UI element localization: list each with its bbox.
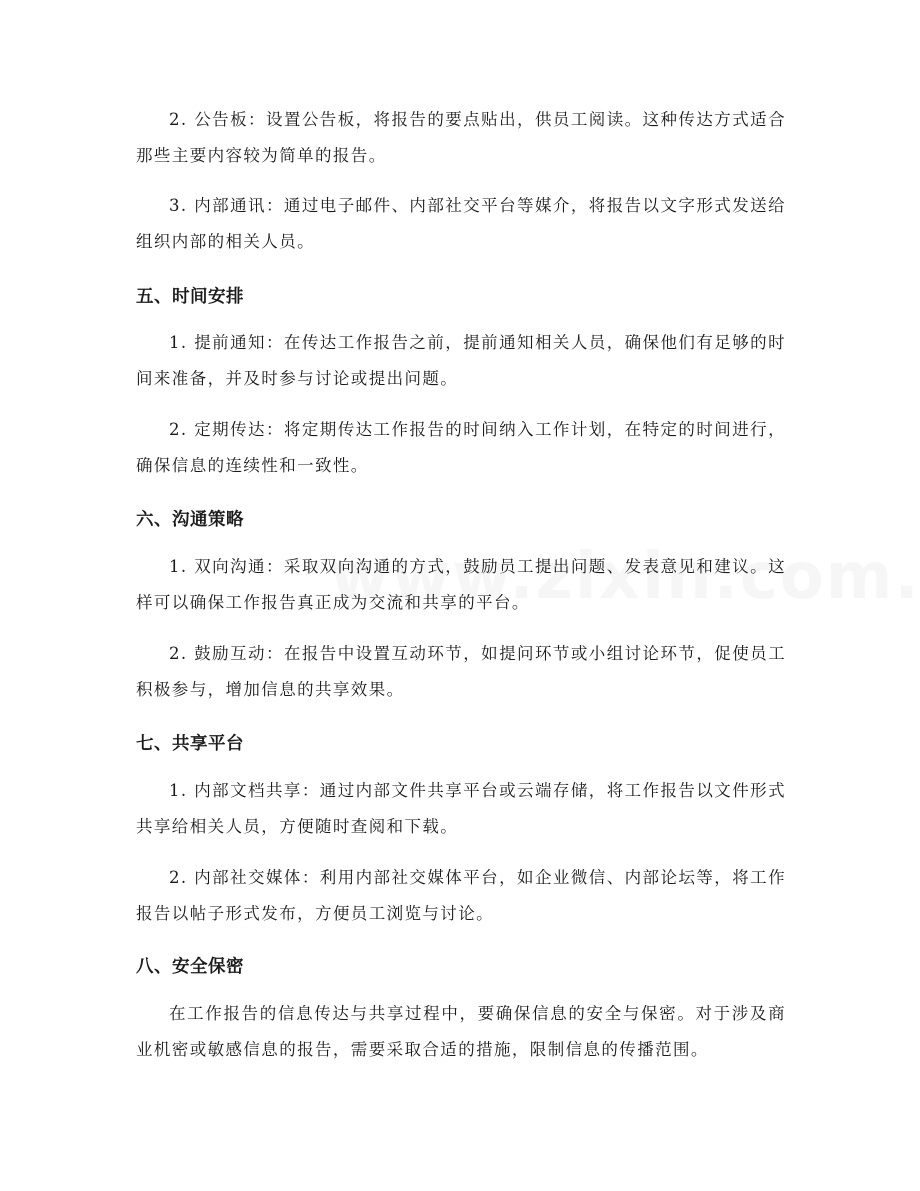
paragraph-internal-social-media: 2. 内部社交媒体：利用内部社交媒体平台，如企业微信、内部论坛等，将工作报告以帖子形式发布，方便员工浏览与讨论。 <box>136 868 786 923</box>
section-heading-5: 五、时间安排 <box>136 287 244 307</box>
paragraph-two-way-communication: 1. 双向沟通：采取双向沟通的方式，鼓励员工提出问题、发表意见和建议。这样可以确保工作报告真正成为交流和共享的平台。 <box>136 557 786 612</box>
paragraph-advance-notice: 1. 提前通知：在传达工作报告之前，提前通知相关人员，确保他们有足够的时间来准备，并及时参与讨论或提出问题。 <box>136 333 786 388</box>
paragraph-security-confidentiality: 在工作报告的信息传达与共享过程中，要确保信息的安全与保密。对于涉及商业机密或敏感信息的报告，需要采取合适的措施，限制信息的传播范围。 <box>136 1004 786 1059</box>
paragraph-internal-communication: 3. 内部通讯：通过电子邮件、内部社交平台等媒介，将报告以文字形式发送给组织内部的相关人员。 <box>136 196 786 251</box>
paragraph-internal-document-sharing: 1. 内部文档共享：通过内部文件共享平台或云端存储，将工作报告以文件形式共享给相关人员，方便随时查阅和下载。 <box>136 781 786 836</box>
paragraph-regular-delivery: 2. 定期传达：将定期传达工作报告的时间纳入工作计划，在特定的时间进行，确保信息的连续性和一致性。 <box>136 420 786 475</box>
section-heading-7: 七、共享平台 <box>136 734 244 754</box>
paragraph-encourage-interaction: 2. 鼓励互动：在报告中设置互动环节，如提问环节或小组讨论环节，促使员工积极参与，增加信息的共享效果。 <box>136 644 786 699</box>
paragraph-bulletin-board: 2. 公告板：设置公告板，将报告的要点贴出，供员工阅读。这种传达方式适合那些主要内容较为简单的报告。 <box>136 110 786 165</box>
section-heading-6: 六、沟通策略 <box>136 510 244 530</box>
section-heading-8: 八、安全保密 <box>136 957 244 977</box>
